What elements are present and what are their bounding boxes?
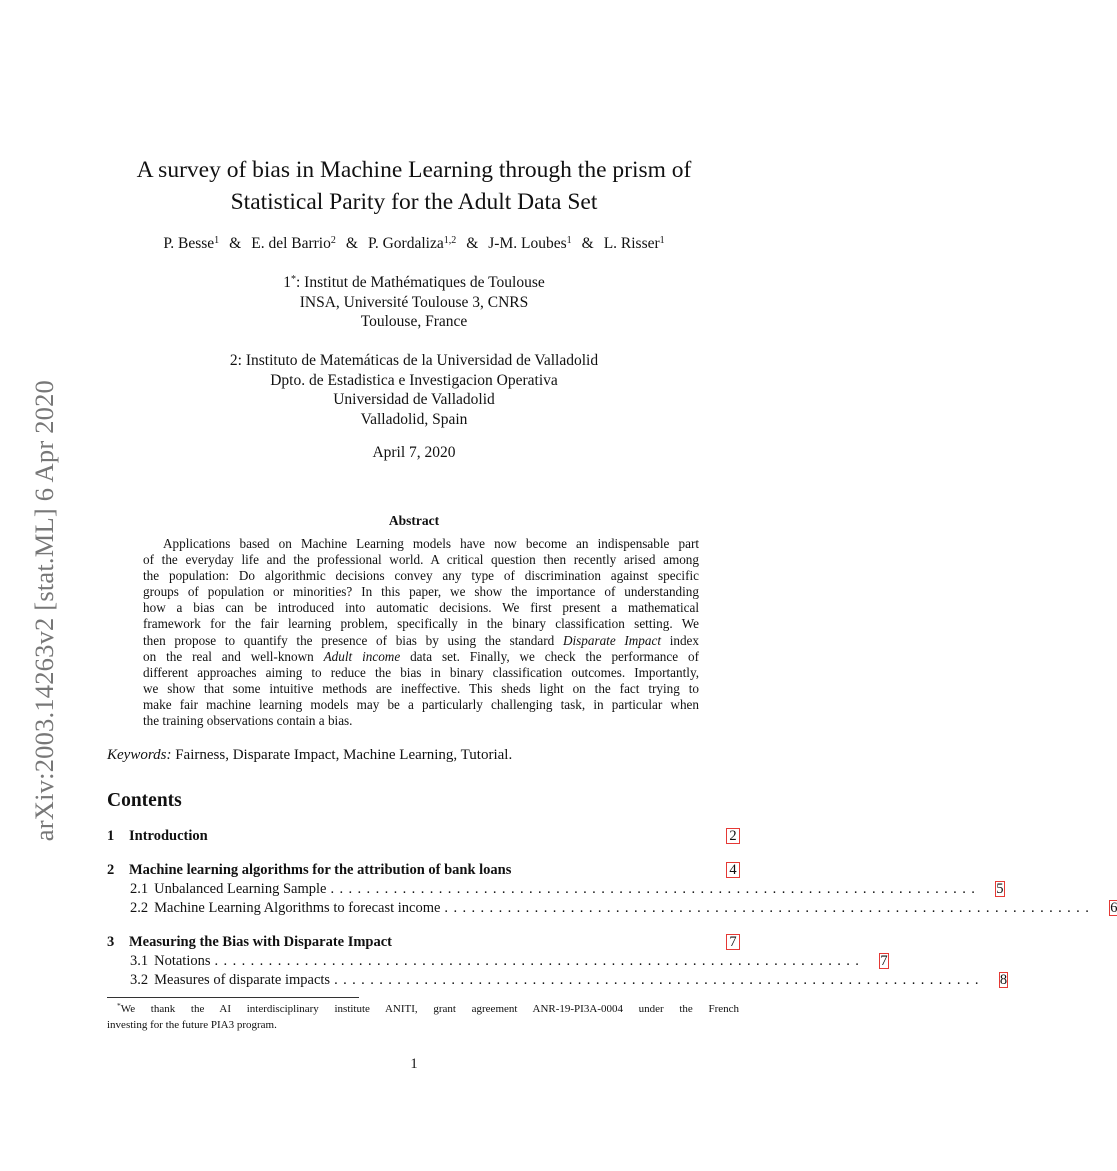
affiliation-2-line-3: Universidad de Valladolid (333, 391, 495, 408)
toc-page-link[interactable]: 4 (727, 863, 739, 877)
author: P. Gordaliza$^{1,2}$ (367, 235, 457, 252)
affiliation-2-line-2: Dpto. de Estadistica e Investigacion Operativa (270, 371, 558, 389)
toc-entry-3-1[interactable] (107, 953, 888, 973)
toc-page-link[interactable]: 6 (1110, 900, 1117, 916)
toc-number: 2.2 (130, 900, 149, 916)
affiliation-1-line-2: INSA, Université Toulouse 3, CNRS (299, 293, 529, 311)
toc-number: 3.1 (130, 953, 149, 969)
abstract-heading: Abstract (388, 513, 440, 528)
title-line-1: A survey of bias in Machine Learning through the prism of (136, 157, 692, 183)
affiliation-2 (0, 351, 828, 429)
toc-title: Unbalanced Learning Sample (154, 881, 327, 897)
author-separator: & (345, 235, 358, 252)
affiliation-2-line-1: 2: Instituto de Matemáticas de la Universidad de Valladolid (229, 352, 599, 369)
abstract-line: Applications based on Machine Learning models have now become an indispensable part (163, 536, 699, 551)
contents-heading: Contents (107, 790, 182, 811)
toc-page-link[interactable]: 7 (727, 935, 739, 949)
toc-leader-dots: ........................................................................ (214, 953, 865, 969)
author-separator: & (581, 235, 594, 252)
abstract-line: framework for the fair learning problem, specifically in the binary classification setting. We (143, 616, 699, 632)
arxiv-stamp-text: arXiv:2003.14263v2 [stat.ML] 6 Apr 2020 (28, 380, 59, 842)
toc-page-link[interactable]: 2 (727, 829, 739, 843)
author-separator: & (466, 235, 479, 252)
toc-page-link[interactable]: 5 (996, 881, 1004, 897)
affiliation-1 (0, 273, 828, 332)
toc-entry-1[interactable] (107, 828, 739, 848)
toc-title: Machine learning algorithms for the attribution of bank loans (129, 862, 512, 878)
publication-date: April 7, 2020 (372, 444, 456, 461)
term-adult-income: Adult income (323, 648, 401, 664)
toc-leader-dots: ........................................................................ (330, 881, 981, 897)
toc-page-link[interactable]: 8 (999, 972, 1008, 988)
toc-number: 3.2 (130, 972, 149, 988)
toc-number: 1 (107, 828, 115, 844)
footnote-line-2: investing for the future PIA3 program. (107, 1019, 277, 1031)
affiliation-2-line-4: Valladolid, Spain (360, 410, 468, 428)
abstract-line: different approaches aiming to reduce the bias in binary classification outcomes. Importantly, (143, 664, 699, 680)
title-line-2: Statistical Parity for the Adult Data Set (230, 189, 598, 215)
author: J-M. Loubes$^1$ (488, 235, 572, 252)
paper-title (0, 154, 828, 218)
toc-leader-dots: ........................................................................ (444, 900, 1095, 916)
abstract-line: we show that some intuitive methods are ineffective. This sheds light on the fact trying to (143, 680, 699, 696)
toc-title: Measuring the Bias with Disparate Impact (129, 934, 393, 950)
abstract-line: of the everyday life and the professional world. A critical question then recently arised among (143, 552, 699, 568)
footnote (107, 1001, 739, 1033)
toc-leader-dots: ........................................................................ (334, 972, 984, 988)
toc-entry-2-1[interactable] (107, 881, 1004, 901)
affiliation-1-line-3: Toulouse, France (360, 313, 468, 330)
toc-page-link[interactable]: 7 (880, 953, 888, 969)
toc-title: Notations (154, 953, 211, 969)
abstract-line: make fair machine learning models may be a particularly challenging task, in particular when (143, 696, 699, 712)
keywords-label: Keywords: (107, 747, 172, 763)
footnote-marker: * (117, 1001, 121, 1010)
toc-entry-2-2[interactable] (107, 900, 1117, 920)
author-separator: & (229, 235, 242, 252)
abstract-line: the training observations contain a bias. (143, 713, 353, 729)
abstract-line: on the real and well-known Adult income data set. Finally, we check the performance of (143, 648, 699, 664)
author-list (0, 235, 828, 253)
arxiv-stamp (14, 362, 74, 860)
toc-entry-3-2[interactable] (107, 972, 1008, 992)
abstract-line: then propose to quantify the presence of bias by using the standard Disparate Impact index (143, 632, 699, 648)
abstract-line: the population: Do algorithmic decisions convey any type of discrimination against specific (143, 568, 699, 584)
toc-title: Measures of disparate impacts (154, 972, 331, 988)
abstract-line: groups of population or minorities? In this paper, we show the importance of understanding (143, 584, 699, 600)
term-disparate-impact: Disparate Impact (562, 632, 661, 648)
author: L. Risser$^1$ (603, 235, 665, 252)
toc-title: Introduction (129, 828, 208, 844)
toc-entry-2[interactable] (107, 862, 739, 882)
affiliation-1-line-1: 1*: Institut de Mathématiques de Toulouse (283, 274, 545, 291)
toc-number: 2 (107, 862, 115, 878)
page-number: 1 (410, 1056, 418, 1072)
footnote-line-1: *We thank the AI interdisciplinary institute ANITI, grant agreement ANR-19-PI3A-0004 under the French (117, 1001, 739, 1015)
toc-number: 2.1 (130, 881, 149, 897)
abstract-line: how a bias can be introduced into automatic decisions. We first present a mathematical (143, 600, 699, 616)
footnote-rule (107, 997, 359, 998)
toc-number: 3 (107, 934, 115, 950)
keywords (107, 747, 512, 764)
abstract-body (143, 536, 699, 729)
author: E. del Barrio$^2$ (251, 235, 336, 252)
toc-entry-3[interactable] (107, 934, 739, 954)
toc-title: Machine Learning Algorithms to forecast income (154, 900, 441, 916)
author: P. Besse$^1$ (163, 235, 220, 252)
keywords-text: Fairness, Disparate Impact, Machine Learning, Tutorial. (171, 747, 513, 763)
